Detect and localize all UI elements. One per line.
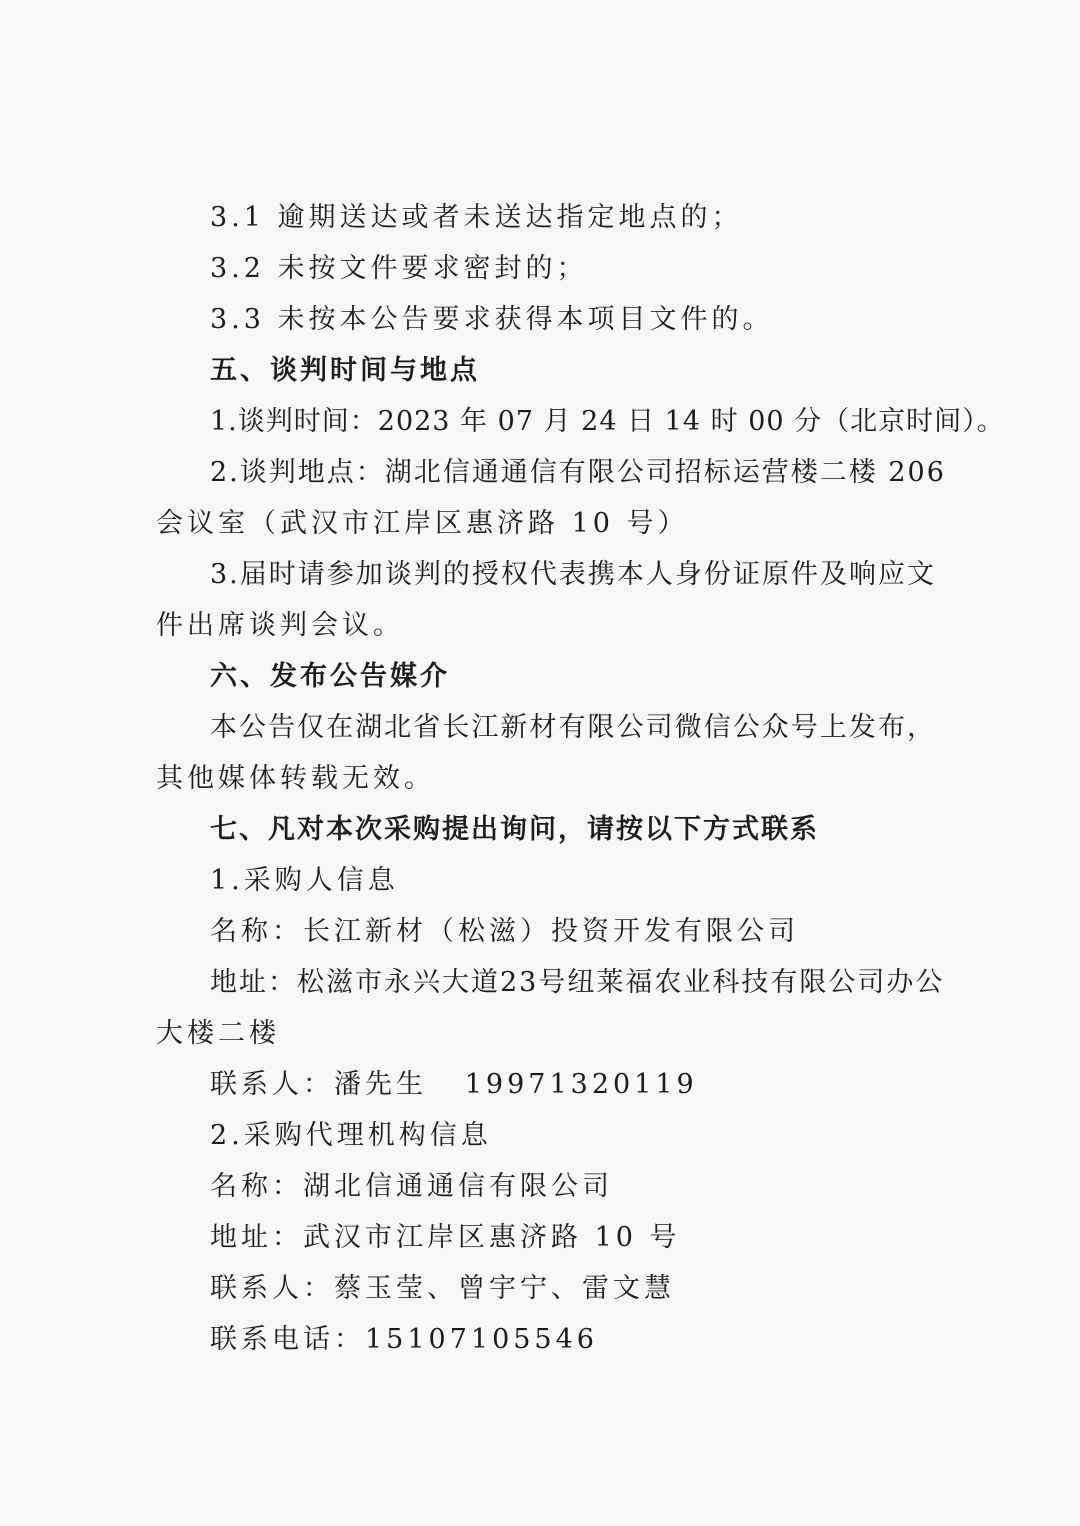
section-heading-5: 五、谈判时间与地点 — [210, 355, 480, 386]
agency-phone: 联系电话：15107105546 — [210, 1324, 598, 1355]
purchaser-address-line1: 地址：松滋市永兴大道23号纽莱福农业科技有限公司办公 — [210, 967, 945, 998]
purchaser-info-heading: 1.采购人信息 — [210, 865, 399, 896]
negotiation-place-line2: 会议室（武汉市江岸区惠济路 10 号） — [156, 508, 689, 539]
clause-3-2: 3.2 未按文件要求密封的； — [210, 253, 588, 284]
agency-name: 名称：湖北信通通信有限公司 — [210, 1171, 613, 1202]
representative-note-line2: 件出席谈判会议。 — [156, 610, 404, 641]
purchaser-address-line2: 大楼二楼 — [156, 1018, 280, 1049]
section-heading-7: 七、凡对本次采购提出询问，请按以下方式联系 — [210, 814, 819, 845]
representative-note-line1: 3.届时请参加谈判的授权代表携本人身份证原件及响应文 — [210, 559, 936, 590]
clause-3-1: 3.1 逾期送达或者未送达指定地点的； — [210, 202, 743, 233]
agency-contacts: 联系人：蔡玉莹、曾宇宁、雷文慧 — [210, 1273, 675, 1304]
purchaser-name: 名称：长江新材（松滋）投资开发有限公司 — [210, 916, 799, 947]
purchaser-contact: 联系人：潘先生 19971320119 — [210, 1069, 698, 1100]
agency-address: 地址：武汉市江岸区惠济路 10 号 — [210, 1222, 681, 1253]
section-heading-6: 六、发布公告媒介 — [210, 661, 450, 692]
negotiation-time: 1.谈判时间：2023 年 07 月 24 日 14 时 00 分（北京时间）。 — [210, 406, 1005, 437]
clause-3-3: 3.3 未按本公告要求获得本项目文件的。 — [210, 304, 774, 335]
negotiation-place-line1: 2.谈判地点：湖北信通通信有限公司招标运营楼二楼 206 — [210, 457, 946, 488]
media-note-line2: 其他媒体转载无效。 — [156, 763, 435, 794]
agency-info-heading: 2.采购代理机构信息 — [210, 1120, 492, 1151]
media-note-line1: 本公告仅在湖北省长江新材有限公司微信公众号上发布， — [210, 712, 936, 743]
